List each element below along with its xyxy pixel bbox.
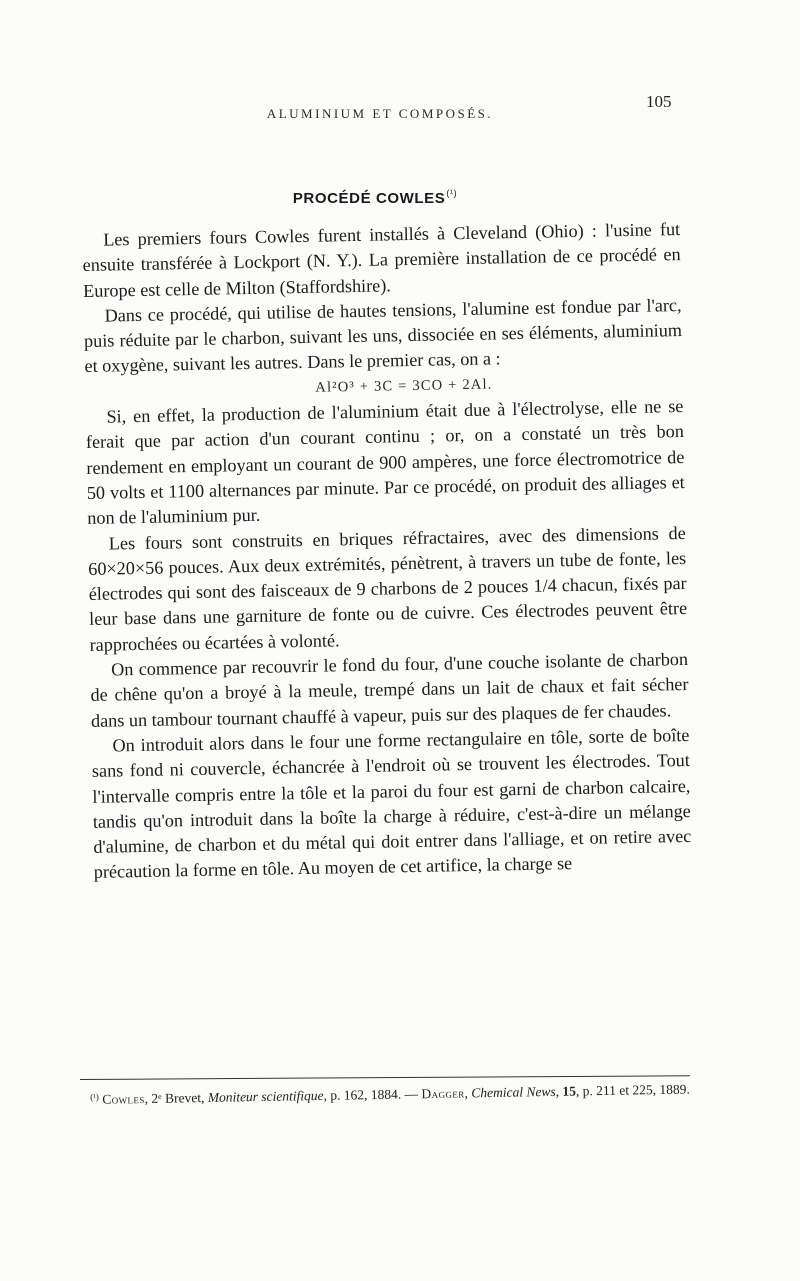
running-header: ALUMINIUM ET COMPOSÉS. [266,106,494,121]
footnote-text: , p. 162, 1884. — [323,1086,422,1103]
footnote-text: , 2ᵉ Brevet, [144,1089,208,1107]
footnote-author: Cowles [102,1091,145,1107]
footnote-reference: (¹) [446,188,458,198]
section-title-text: PROCÉDÉ COWLES [292,190,446,207]
paragraph: Les premiers fours Cowles furent installés à Cleveland (Ohio) : l'usine fut ensuite transférée à Lockport (N. Y.). La première installation de ce procédé en Europe est celle de Milton (Staffordshire). [82,219,681,301]
footnote-author: Dagger [421,1085,465,1102]
paragraph: On introduit alors dans le four une forme rectangulaire en tôle, sorte de boîte sans fond ni couvercle, échancrée à l'endroit où se trouvent les électrodes. Tout l'intervalle compris entre la tôle et la paroi du four est garni de charbon calcaire, tandis qu'on introduit dans la boîte la charge à réduire, c'est-à-dire un mélange d'alumine, de charbon et du métal qui doit entrer dans l'alliage, et on retire avec précaution la forme en tôle. Au moyen de cet artifice, la charge se [91,724,692,883]
paragraph: Dans ce procédé, qui utilise de hautes tensions, l'alumine est fondue par l'arc, puis réduite par le charbon, suivant les uns, dissociée en ses éléments, aluminium et oxygène, suivant les autres. Dans le premier cas, on a : [83,294,683,377]
footnote-journal: Chemical News [471,1083,556,1101]
page-number: 105 [646,92,672,111]
footnote-text: , [555,1083,563,1099]
footnote-volume: 15 [562,1083,577,1099]
footnote-text: , p. 211 et 225, 1889. [575,1081,690,1099]
section-title [0,188,750,207]
footnote-journal: Moniteur scientifique [207,1087,324,1105]
footnote [90,1078,690,1109]
paragraph: Si, en effet, la production de l'aluminium était due à l'électrolyse, elle ne se ferait que par action d'un courant continu ; or, on a constaté un très bon rendement en employant un courant de 900 ampères, une force électromotrice de 50 volts et 1100 alternances par minute. Par ce procédé, on produit des alliages et non de l'aluminium pur. [85,396,685,529]
paragraph: Les fours sont construits en briques réfractaires, avec des dimensions de 60×20×56 pouces. Aux deux extrémités, pénètrent, à travers un tube de fonte, les électrodes qui sont des faisceaux de 9 charbons de 2 pouces 1/4 chacun, fixés par leur base dans une garniture de fonte ou de cuivre. Ces électrodes peuvent être rapprochées ou écartées à volonté. [88,522,688,655]
paragraph: On commence par recouvrir le fond du four, d'une couche isolante de charbon de chêne qu'on a broyé à la meule, trempé dans un lait de chaux et fait sécher dans un tambour tournant chauffé à vapeur, puis sur des plaques de fer chaudes. [90,649,689,731]
chemical-equation: Al²O³ + 3C = 3CO + 2Al. [315,376,493,396]
footnote-mark: (¹) [90,1091,99,1102]
footnote-text: , [464,1085,472,1101]
body-text [82,217,692,886]
